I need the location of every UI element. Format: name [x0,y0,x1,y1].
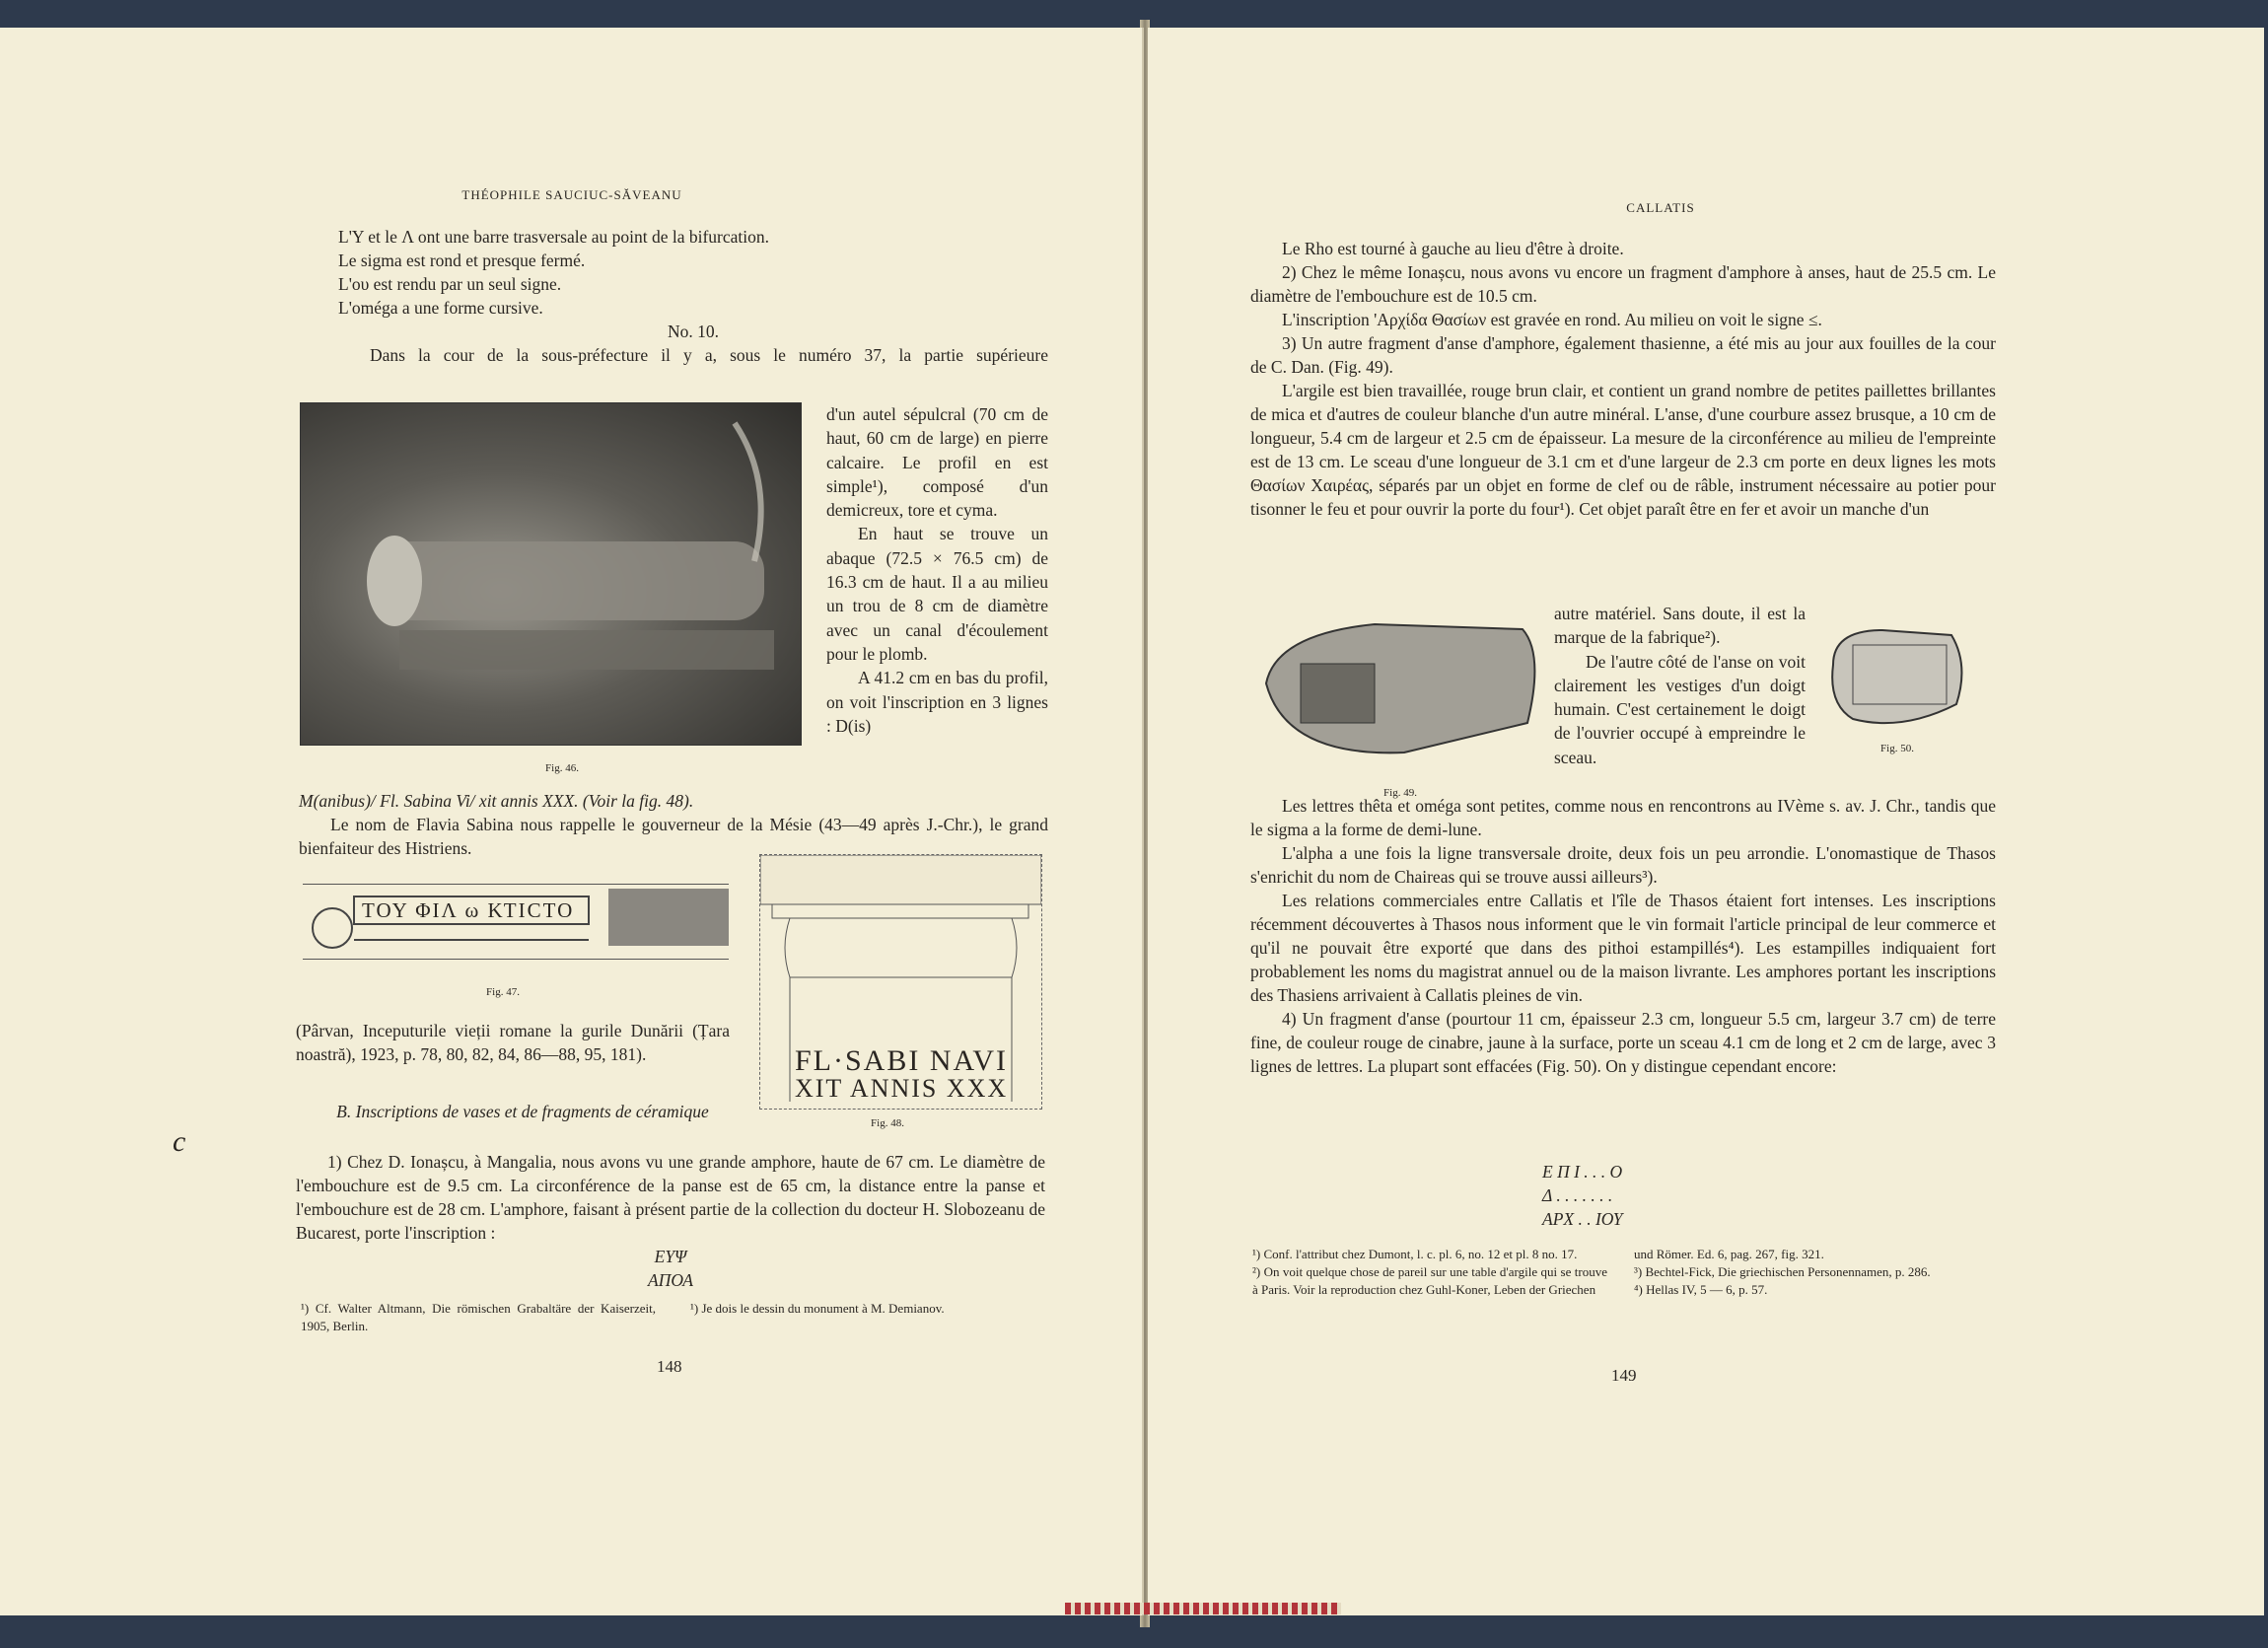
paragraph: M(anibus)/ Fl. Sabina Vi/ xit annis XXX. (Voir la fig. 48). [299,791,694,811]
figure-48-drawing [759,854,1042,1110]
side-column [826,402,1048,738]
page-number: 149 [1611,1366,1637,1385]
paragraph: En haut se trouve un abaque (72.5 × 76.5 cm) de 16.3 cm de haut. Il a au milieu un trou de 8 cm de diamètre avec un canal d'écoulement pour le plomb. [826,524,1048,664]
text-line: L'oméga a une forme cursive. [338,298,543,318]
paragraph: A 41.2 cm en bas du profil, on voit l'inscription en 3 lignes : D(is) [826,668,1048,736]
paragraph: L'alpha a une fois la ligne transversale droite, deux fois un peu arrondie. L'onomastique de Thasos s'enrichit du nom de Chaireas qui se trouve aussi ailleurs³). [1250,843,1996,887]
figure-49-drawing [1256,614,1544,762]
side-column [1554,602,1806,769]
figure-50-drawing [1823,625,1971,734]
section-number: No. 10. [667,322,719,341]
lower-text [1250,794,1996,1078]
right-page [1148,28,2264,1615]
handle-stamp-sketch [1256,614,1544,762]
inscription-block [299,789,1048,860]
greek-inscription [1542,1160,1739,1231]
figure-49-caption: Fig. 49. [1383,787,1417,799]
text-line: Le sigma est rond et presque fermé. [338,251,586,270]
paragraph: L'inscription 'Αρχίδα Θασίων est gravée en rond. Au milieu on voit le signe ≤. [1282,310,1822,329]
greek-line: ΑΡΧ . . ΙΟΥ [1542,1209,1623,1229]
left-page [0,28,1144,1615]
figure-46-caption: Fig. 46. [545,762,579,774]
greek-line: ΑΠΟΑ [648,1270,693,1290]
paragraph: 1) Chez D. Ionașcu, à Mangalia, nous avons vu une grande amphore, haute de 67 cm. Le diamètre de l'embouchure est de 9.5 cm. La circonférence de la panse est de 65 cm, la distance entre la panse et l'embouchure est de 28 cm. L'amphore, faisant à présent partie de la collection du docteur H. Slobozeanu de Bucarest, porte l'inscription : [296,1152,1045,1243]
figure-48-line2: XIT ANNIS XXX [795,1074,1009,1103]
paragraph: Les lettres thêta et oméga sont petites, comme nous en rencontrons au IVème s. av. J. Chr., tandis que le sigma a la forme de demi-lune. [1250,796,1996,839]
paragraph: d'un autel sépulcral (70 cm de haut, 60 cm de large) en pierre calcaire. Le profil en est simple¹), composé d'un demicreux, tore et cyma. [826,404,1048,521]
page-number: 148 [657,1357,682,1376]
section-b-heading: B. Inscriptions de vases et de fragments de céramique [336,1102,709,1121]
footnote: ¹) Conf. l'attribut chez Dumont, l. c. pl. 6, no. 12 et pl. 8 no. 17. [1252,1247,1578,1261]
footnote: und Römer. Ed. 6, pag. 267, fig. 321. [1634,1247,1824,1261]
footnotes-right [1634,1246,1989,1299]
parvan-reference: (Pârvan, Inceputurile vieții romane la gurile Dunării (Țara noastră), 1923, p. 78, 80, 82, 84, 86—88, 95, 181). [296,1021,730,1064]
paragraph-1 [296,1150,1045,1292]
figure-48-caption: Fig. 48. [871,1117,904,1129]
running-head: THÉOPHILE SAUCIUC-SĂVEANU [461,187,682,202]
footnote: ²) On voit quelque chose de pareil sur une table d'argile qui se trouve à Paris. Voir la reproduction chez Guhl-Koner, Leben der Griechen [1252,1264,1607,1297]
greek-line: ΕΥΨ [654,1247,687,1266]
paragraph: De l'autre côté de l'anse on voit clairement les vestiges d'un doigt humain. C'est certainement le doigt de l'ouvrier occupé à empreindre le sceau. [1554,651,1806,767]
paragraph: 4) Un fragment d'anse (pourtour 11 cm, épaisseur 2.3 cm, longueur 5.5 cm, largeur 3.7 cm) de terre fine, de couleur rouge de cinabre, jaune à la surface, porte un sceau 4.1 cm de long et 2 cm de large, avec 3 lignes de lettres. La plupart sont effacées (Fig. 50). On y distingue cependant encore: [1250,1009,1996,1076]
footnote: ¹) Je dois le dessin du monument à M. Demianov. [690,1301,945,1316]
top-text [1250,237,1996,521]
figure-46-photo [300,402,802,746]
figure-47-inscription: ΤΟΥ ΦΙΛ ω ΚΤΙCΤΟ [362,898,575,922]
paragraph: Dans la cour de la sous-préfecture il y a, sous le numéro 37, la partie supérieure [370,345,1048,365]
margin-mark: c [173,1125,186,1158]
paragraph: Le nom de Flavia Sabina nous rappelle le gouverneur de la Mésie (43—49 après J.-Chr.), le grand bienfaiteur des Histriens. [299,815,1048,858]
handle-fragment-sketch [1823,625,1971,734]
paragraph: Les relations commerciales entre Callatis et l'île de Thasos étaient fort intenses. Les inscriptions récemment découvertes à Thasos nous informent que le vin formait l'article principal de leur commerce et qu'il ne pouvait être exporté que dans des pithoi estampillés⁴). Les estampilles indiquaient fort probablement les noms du magistrat annuel ou de la maison livrante. Les amphores portant les inscriptions des Thasiens arrivaient à Callatis pleines de vin. [1250,891,1996,1005]
footnote: ⁴) Hellas IV, 5 — 6, p. 57. [1634,1282,1768,1297]
greek-line: Ε Π Ι . . . Ο [1542,1162,1623,1182]
footnote: ³) Bechtel-Fick, Die griechischen Personennamen, p. 286. [1634,1264,1931,1279]
figure-50-caption: Fig. 50. [1880,743,1914,754]
binding-edge [1065,1603,1341,1614]
running-head: CALLATIS [1626,200,1695,215]
text-line: L'Y et le Λ ont une barre trasversale au point de la bifurcation. [338,227,770,247]
paragraph: autre matériel. Sans doute, il est la marque de la fabrique²). [1554,604,1806,648]
footnotes-left [1252,1246,1607,1299]
figure-48-line1: FL·SABI NAVI [795,1044,1008,1077]
text-line: L'ου est rendu par un seul signe. [338,274,562,294]
altar-illustration [301,403,801,745]
figure-47-drawing [303,884,729,960]
figure-47-caption: Fig. 47. [486,986,520,998]
intro-lines [338,225,1048,367]
greek-line: Δ . . . . . . . [1542,1185,1613,1205]
paragraph: L'argile est bien travaillée, rouge brun clair, et contient un grand nombre de petites paillettes brillantes de mica et d'autres de couleur blanche d'un autre minéral. L'anse, d'une courbure assez brusque, a 10 cm de longueur, 5.4 cm de largeur et 2.5 cm de épaisseur. La mesure de la circonférence au milieu de l'empreinte est de 13 cm. Le sceau d'une longueur de 3.1 cm et d'une largeur de 2.3 cm porte en deux lignes les mots Θασίων Χαιρέας, séparés par un objet en forme de clef ou de râble, instrument nécessaire au potier pour tisonner le feu et pour ouvrir la porte du four¹). Cet objet paraît être en fer et avoir un manche d'un [1250,381,1996,519]
paragraph: Le Rho est tourné à gauche au lieu d'être à droite. [1282,239,1624,258]
paragraph: 3) Un autre fragment d'anse d'amphore, également thasienne, a été mis au jour aux fouilles de la cour de C. Dan. (Fig. 49). [1250,333,1996,377]
paragraph: 2) Chez le même Ionașcu, nous avons vu encore un fragment d'amphore à anses, haut de 25.5 cm. Le diamètre de l'embouchure est de 10.5 cm. [1250,262,1996,306]
footnote: ¹) Cf. Walter Altmann, Die römischen Grabaltäre der Kaiserzeit, 1905, Berlin. [301,1301,656,1333]
